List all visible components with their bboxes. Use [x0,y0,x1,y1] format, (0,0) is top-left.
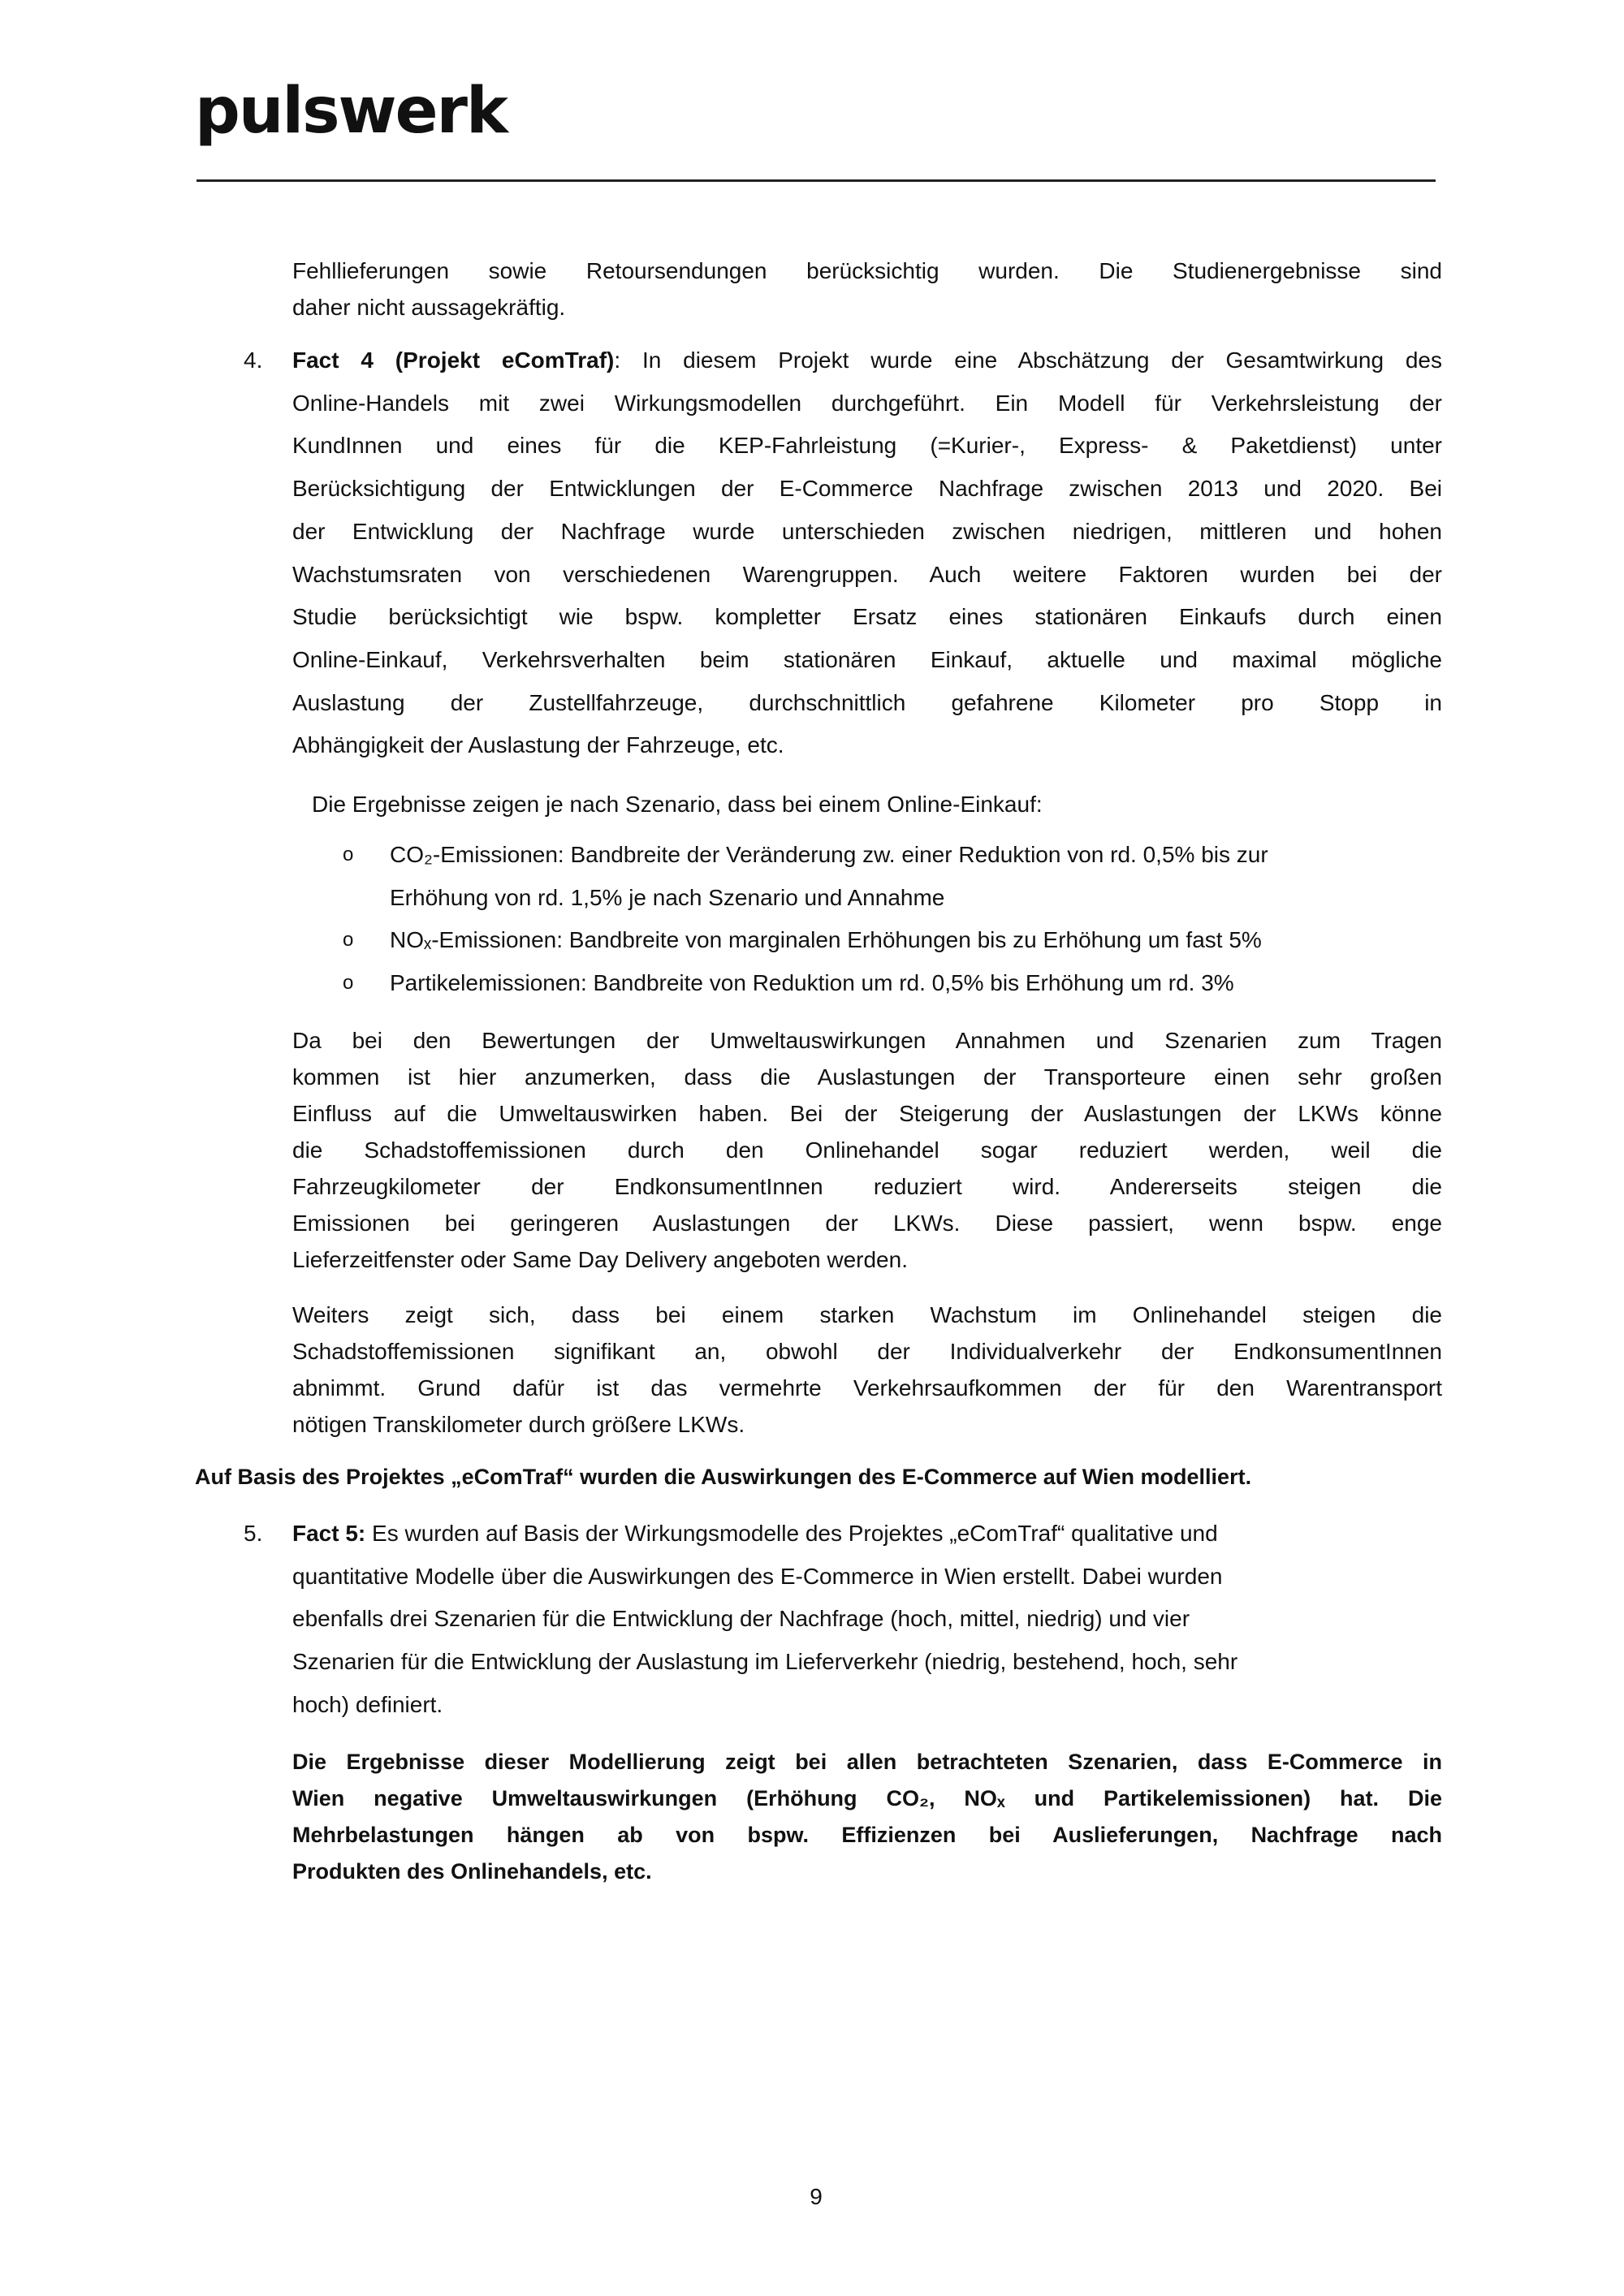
text-line: hoch) definiert. [292,1691,443,1717]
text-line: Mehrbelastungen hängen ab von bspw. Effizienzen bei Auslieferungen, Nachfrage nach [292,1823,1442,1847]
text-line: Szenarien für die Entwicklung der Auslastung im Lieferverkehr (niedrig, bestehend, hoch, sehr [292,1649,1238,1675]
fact4-item [292,339,1442,767]
pulswerk-logo: pulswerk [195,75,507,148]
text-line: Fahrzeugkilometer der EndkonsumentInnen reduziert wird. Andererseits steigen die [292,1174,1442,1199]
bullet-marker: o [343,844,354,865]
text-line: daher nicht aussagekräftig. [292,295,566,320]
text-line: Online-Handels mit zwei Wirkungsmodellen durchgeführt. Ein Modell für Verkehrsleistung der [292,390,1442,416]
fact5-first-line-text: Es wurden auf Basis der Wirkungsmodelle des Projektes „eComTraf“ qualitative und [365,1521,1218,1546]
text-line: Fehllieferungen sowie Retoursendungen berücksichtig wurden. Die Studienergebnisse sind [292,258,1442,283]
text-line: Wien negative Umweltauswirkungen (Erhöhung CO₂, NOₓ und Partikelemissionen) hat. Die [292,1786,1442,1810]
intro-paragraph [292,252,1442,326]
bullet-nox [390,919,1445,962]
text-line: Berücksichtigung der Entwicklungen der E-Commerce Nachfrage zwischen 2013 und 2020. Bei [292,476,1442,502]
text-line: Die Ergebnisse dieser Modellierung zeigt bei allen betrachteten Szenarien, dass E-Commerce in [292,1750,1442,1774]
text-line: Erhöhung von rd. 1,5% je nach Szenario und Annahme [390,884,945,910]
header-divider [197,179,1436,182]
fact5-number: 5. [244,1521,263,1546]
text-line: ebenfalls drei Szenarien für die Entwicklung der Nachfrage (hoch, mittel, niedrig) und vier [292,1606,1190,1632]
text-line: der Entwicklung der Nachfrage wurde unterschieden zwischen niedrigen, mittleren und hohen [292,518,1442,544]
text-line: kommen ist hier anzumerken, dass die Auslastungen der Transporteure einen sehr großen [292,1064,1442,1090]
text-line: Abhängigkeit der Auslastung der Fahrzeuge, etc. [292,732,784,758]
fact5-conclusion [292,1744,1442,1890]
fact4-number: 4. [244,347,263,373]
results-intro: Die Ergebnisse zeigen je nach Szenario, dass bei einem Online-Einkauf: [312,792,1043,817]
text-line: CO₂-Emissionen: Bandbreite der Veränderung zw. einer Reduktion von rd. 0,5% bis zur [390,842,1268,867]
bullet-marker: o [343,972,354,994]
text-line: KundInnen und eines für die KEP-Fahrleistung (=Kurier-, Express- & Paketdienst) unter [292,433,1442,459]
text-line: NOₓ-Emissionen: Bandbreite von marginalen Erhöhungen bis zu Erhöhung um fast 5% [390,927,1262,952]
text-line: abnimmt. Grund dafür ist das vermehrte Verkehrsaufkommen der für den Warentransport [292,1375,1442,1400]
text-line: die Schadstoffemissionen durch den Onlinehandel sogar reduziert werden, weil die [292,1137,1442,1163]
text-line: Weiters zeigt sich, dass bei einem starken Wachstum im Onlinehandel steigen die [292,1302,1442,1327]
assumptions-paragraph [292,1022,1442,1278]
fact5-body [292,1556,1442,1727]
page-number: 9 [810,2184,823,2209]
text-line: Partikelemissionen: Bandbreite von Reduktion um rd. 0,5% bis Erhöhung um rd. 3% [390,970,1234,995]
fact4-body [292,382,1442,767]
fact4-title: Fact 4 (Projekt eComTraf) [292,347,615,373]
text-line: Wachstumsraten von verschiedenen Warengruppen. Auch weitere Faktoren wurden bei der [292,561,1442,587]
fact4-first-line [292,339,1442,382]
bullet-particles [390,962,1445,1005]
text-line: Schadstoffemissionen signifikant an, obwohl der Individualverkehr der EndkonsumentInnen [292,1339,1442,1364]
text-line: Studie berücksichtigt wie bspw. kompletter Ersatz eines stationären Einkaufs durch einen [292,604,1442,630]
fact5-item [292,1513,1442,1727]
text-line: Da bei den Bewertungen der Umweltauswirkungen Annahmen und Szenarien zum Tragen [292,1028,1442,1053]
fact5-title: Fact 5: [292,1521,366,1546]
bullet-marker: o [343,929,354,951]
text-line: Auslastung der Zustellfahrzeuge, durchschnittlich gefahrene Kilometer pro Stopp in [292,689,1442,715]
text-line: Einfluss auf die Umweltauswirken haben. Bei der Steigerung der Auslastungen der LKWs könne [292,1101,1442,1126]
text-line: nötigen Transkilometer durch größere LKWs. [292,1412,745,1437]
section-heading-wien: Auf Basis des Projektes „eComTraf“ wurden die Auswirkungen des E-Commerce auf Wien modelliert. [195,1465,1252,1489]
text-line: quantitative Modelle über die Auswirkungen des E-Commerce in Wien erstellt. Dabei wurden [292,1563,1223,1589]
text-line: Lieferzeitfenster oder Same Day Delivery angeboten werden. [292,1247,908,1272]
fact4-first-line-text: : In diesem Projekt wurde eine Abschätzung der Gesamtwirkung des [614,347,1442,373]
bullet-co2 [390,834,1445,919]
text-line: Emissionen bei geringeren Auslastungen der LKWs. Diese passiert, wenn bspw. enge [292,1211,1442,1236]
growth-paragraph [292,1297,1442,1443]
text-line: Produkten des Onlinehandels, etc. [292,1859,652,1884]
fact5-first-line [292,1513,1442,1556]
text-line: Online-Einkauf, Verkehrsverhalten beim stationären Einkauf, aktuelle und maximal mögliche [292,646,1442,672]
